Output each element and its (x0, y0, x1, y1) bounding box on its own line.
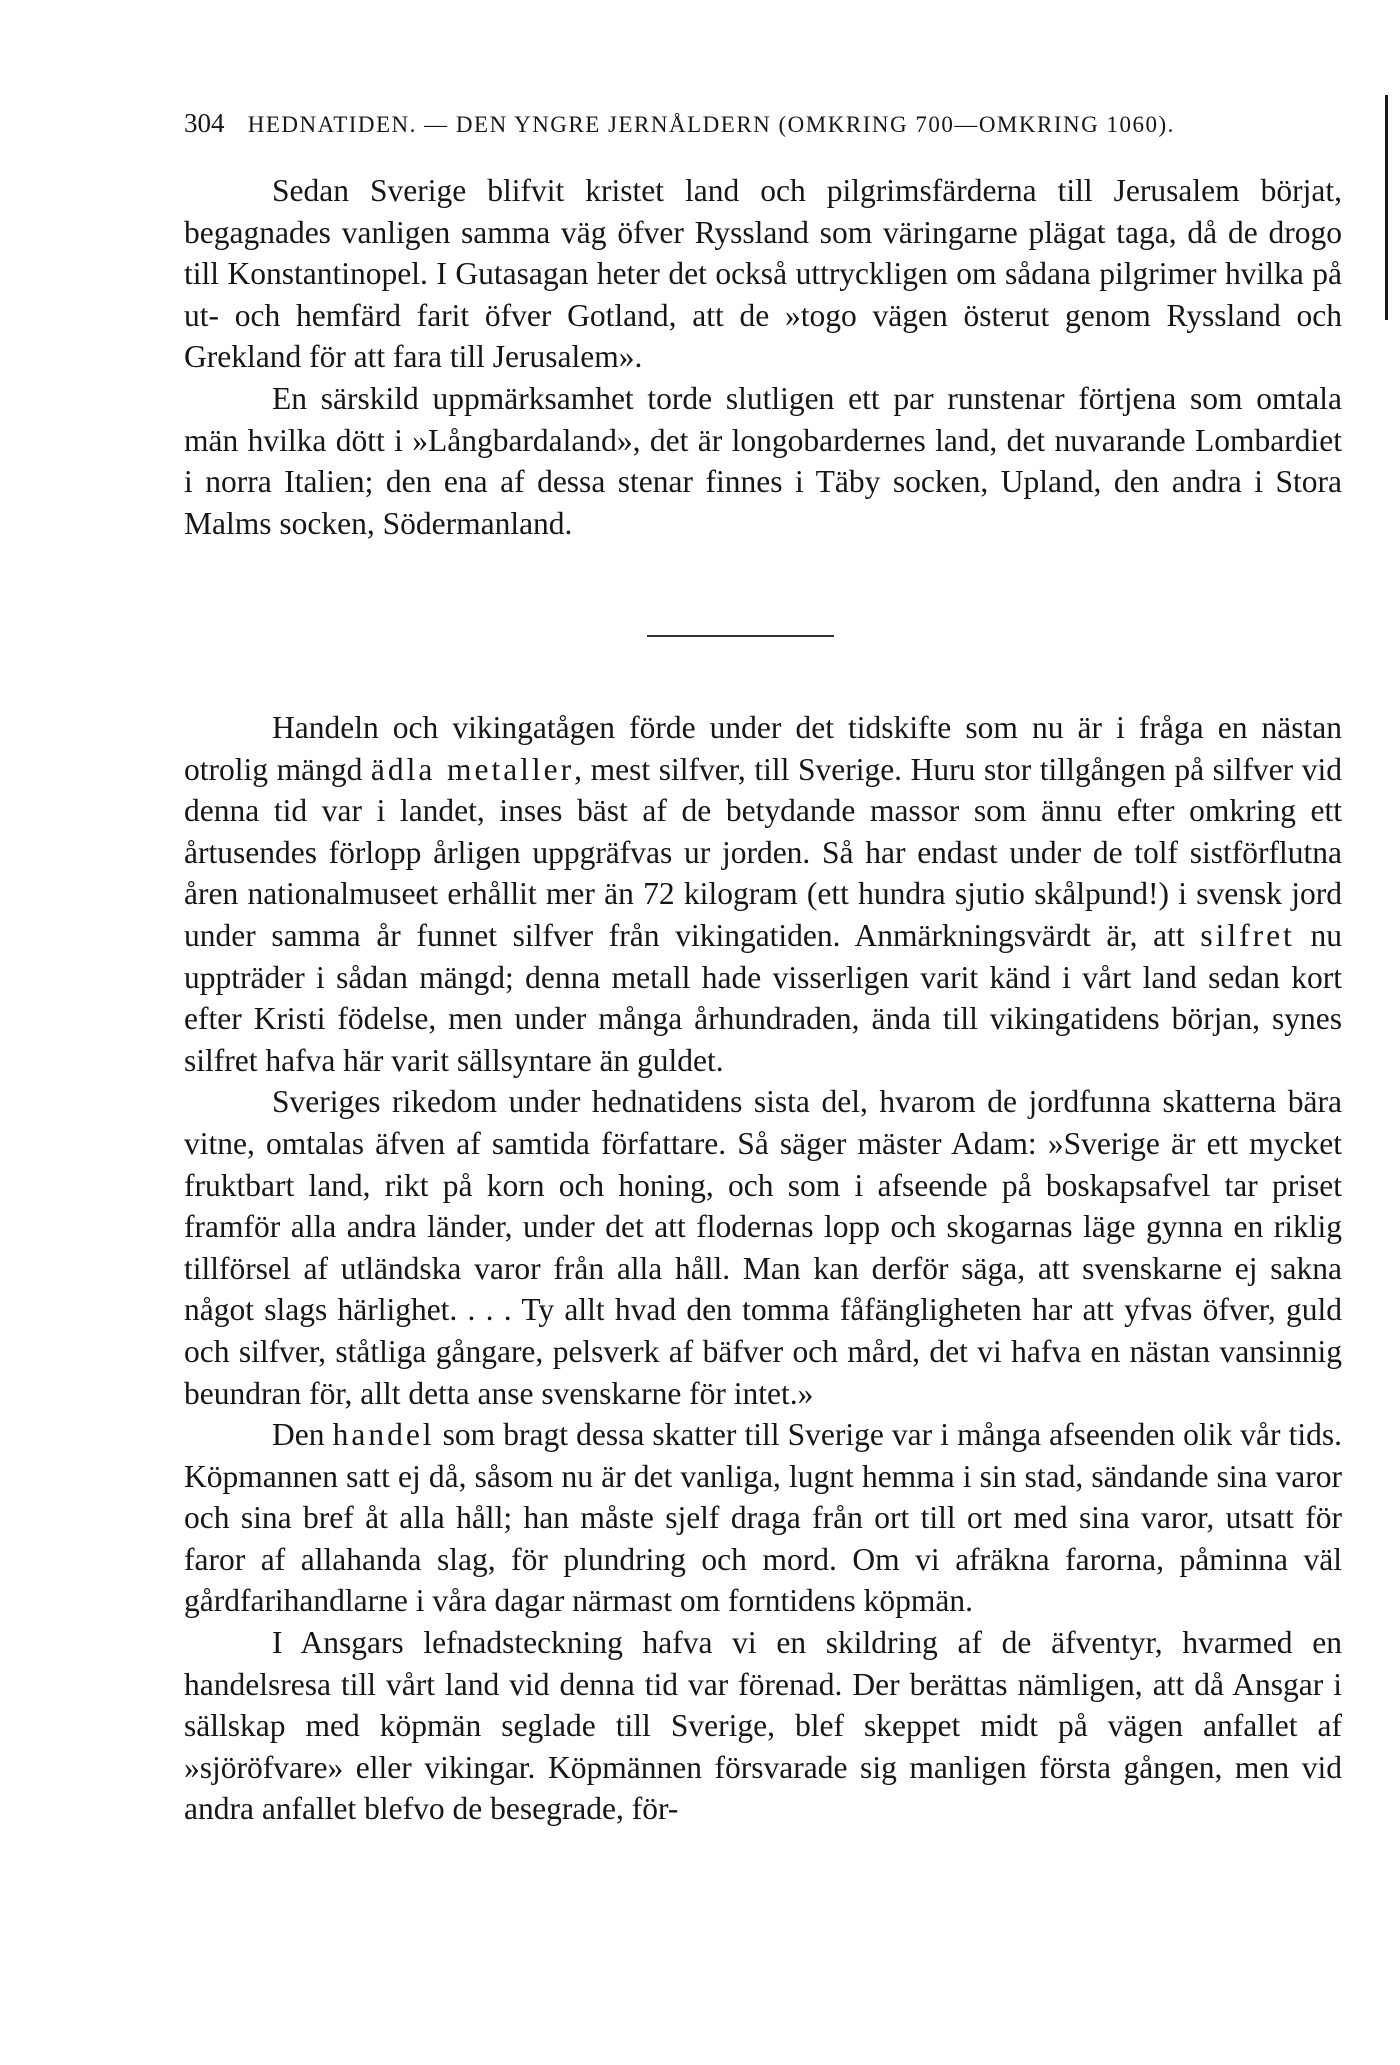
running-header (184, 108, 1334, 148)
paragraph-text: Handeln och vikingatågen förde under det tidskifte som nu är i fråga en nästan otrolig mängd (184, 710, 1342, 787)
paragraph: Sedan Sverige blifvit kristet land och pilgrimsfärderna till Jerusalem börjat, begagnades vanligen samma väg öfver Ryssland som väringarne plägat taga, då de drogo till Konstantinopel. I Gutasagan heter det också uttryckligen om sådana pilgrimer hvilka på ut- och hemfärd farit öfver Gotland, att de »togo vägen österut genom Ryssland och Grekland för att fara till Jerusalem». (184, 173, 1342, 375)
paragraph-text: Den (272, 1417, 333, 1453)
paragraph-text: nu uppträder i sådan mängd; denna metall hade visserligen varit känd i vårt land sedan kort efter Kristi födelse, men under många århundraden, ända till vikingatidens början, synes silfret hafva här varit sällsyntare än guldet. (184, 917, 1342, 1078)
emphasized-term: ädla metaller (370, 751, 575, 787)
margin-rule (1385, 95, 1388, 320)
text-section-1 (184, 170, 1342, 544)
paragraph: En särskild uppmärksamhet torde slutligen ett par runstenar förtjena som omtala män hvilka dött i »Långbardaland», det är longobardernes land, det nuvarande Lombardiet i norra Italien; den ena af dessa stenar finnes i Täby socken, Upland, den andra i Stora Malms socken, Södermanland. (184, 380, 1342, 541)
paragraph-text: , mest silfver, till Sverige. Huru stor tillgången på silfver vid denna tid var i landet, inses bäst af de betydande massor som ännu efter omkring ett årtusendes förlopp årligen uppgräfvas ur jorden. Så har endast under de tolf sistförflutna åren nationalmuseet erhållit mer än 72 kilogram (ett hundra sjutio skålpund!) i svensk jord under samma år funnet silfver från vikingatiden. Anmärkningsvärdt är, att (184, 751, 1342, 953)
text-section-2 (184, 707, 1342, 1830)
paragraph (184, 707, 1342, 1081)
section-divider (647, 635, 834, 637)
page-number: 304 (184, 108, 225, 138)
running-title: HEDNATIDEN. — DEN YNGRE JERNÅLDERN (OMKRING 700—OMKRING 1060). (247, 112, 1175, 137)
paragraph (184, 1414, 1342, 1622)
paragraph-text: som bragt dessa skatter till Sverige var i många afseenden olik vår tids. Köpmannen satt ej då, såsom nu är det vanliga, lugnt hemma i sin stad, sändande sina varor och sina bref åt alla håll; han måste sjelf draga från ort till ort med sina varor, utsatt för faror af allahanda slag, för plundring och mord. Om vi afräkna farorna, påminna väl gårdfarihandlarne i våra dagar närmast om forntidens köpmän. (184, 1417, 1342, 1619)
paragraph: Sveriges rikedom under hednatidens sista del, hvarom de jordfunna skatterna bära vitne, omtalas äfven af samtida författare. Så säger mäster Adam: »Sverige är ett mycket fruktbart land, rikt på korn och honing, och som i afseende på boskapsafvel tar priset framför alla andra länder, under det att flodernas lopp och skogarnas läge gynna en riklig tillförsel af utländska varor från alla håll. Man kan derför säga, att svenskarne ej sakna något slags härlighet. . . . Ty allt hvad den tomma fåfängligheten har att yfvas öfver, guld och silfver, ståtliga gångare, pelsverk af bäfver och mård, det vi hafva en nästan vansinnig beundran för, allt detta anse svenskarne för intet.» (184, 1084, 1342, 1411)
emphasized-term: silfret (1200, 917, 1295, 953)
emphasized-term: handel (332, 1417, 435, 1453)
paragraph: I Ansgars lefnadsteckning hafva vi en skildring af de äfventyr, hvarmed en handelsresa till vårt land vid denna tid var förenad. Der berättas nämligen, att då Ansgar i sällskap med köpmän seglade till Sverige, blef skeppet midt på vägen anfallet af »sjöröfvare» eller vikingar. Köpmännen försvarade sig manligen första gången, men vid andra anfallet blefvo de besegrade, för- (184, 1625, 1342, 1827)
